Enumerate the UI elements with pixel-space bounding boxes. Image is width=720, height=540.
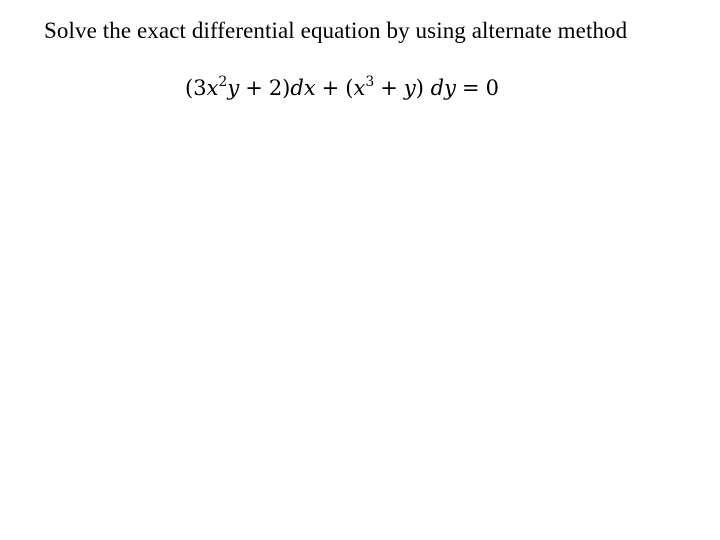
eq-plus: + [321, 76, 340, 100]
eq-exponent-3: 3 [365, 74, 375, 90]
eq-var-y: y [444, 76, 456, 100]
eq-plus: + [380, 76, 398, 100]
eq-var-y: y [227, 76, 240, 100]
eq-var-x: x [353, 76, 366, 100]
eq-d: d [290, 76, 304, 100]
eq-exponent-2: 2 [218, 74, 228, 90]
eq-rhs: 0 [485, 76, 499, 100]
eq-constant: 2) [268, 76, 291, 100]
differential-equation [185, 76, 499, 100]
eq-open-paren: ( [345, 76, 354, 100]
eq-var-y: y [403, 76, 416, 100]
eq-var-x: x [303, 76, 316, 100]
problem-heading: Solve the exact differential equation by using alternate method [44, 18, 628, 43]
eq-open-paren-3: (3 [185, 76, 207, 100]
eq-close-paren: ) [415, 76, 424, 100]
eq-plus: + [245, 76, 263, 100]
eq-var-x: x [206, 76, 219, 100]
eq-equals: = [461, 76, 480, 100]
eq-d: d [430, 76, 445, 100]
